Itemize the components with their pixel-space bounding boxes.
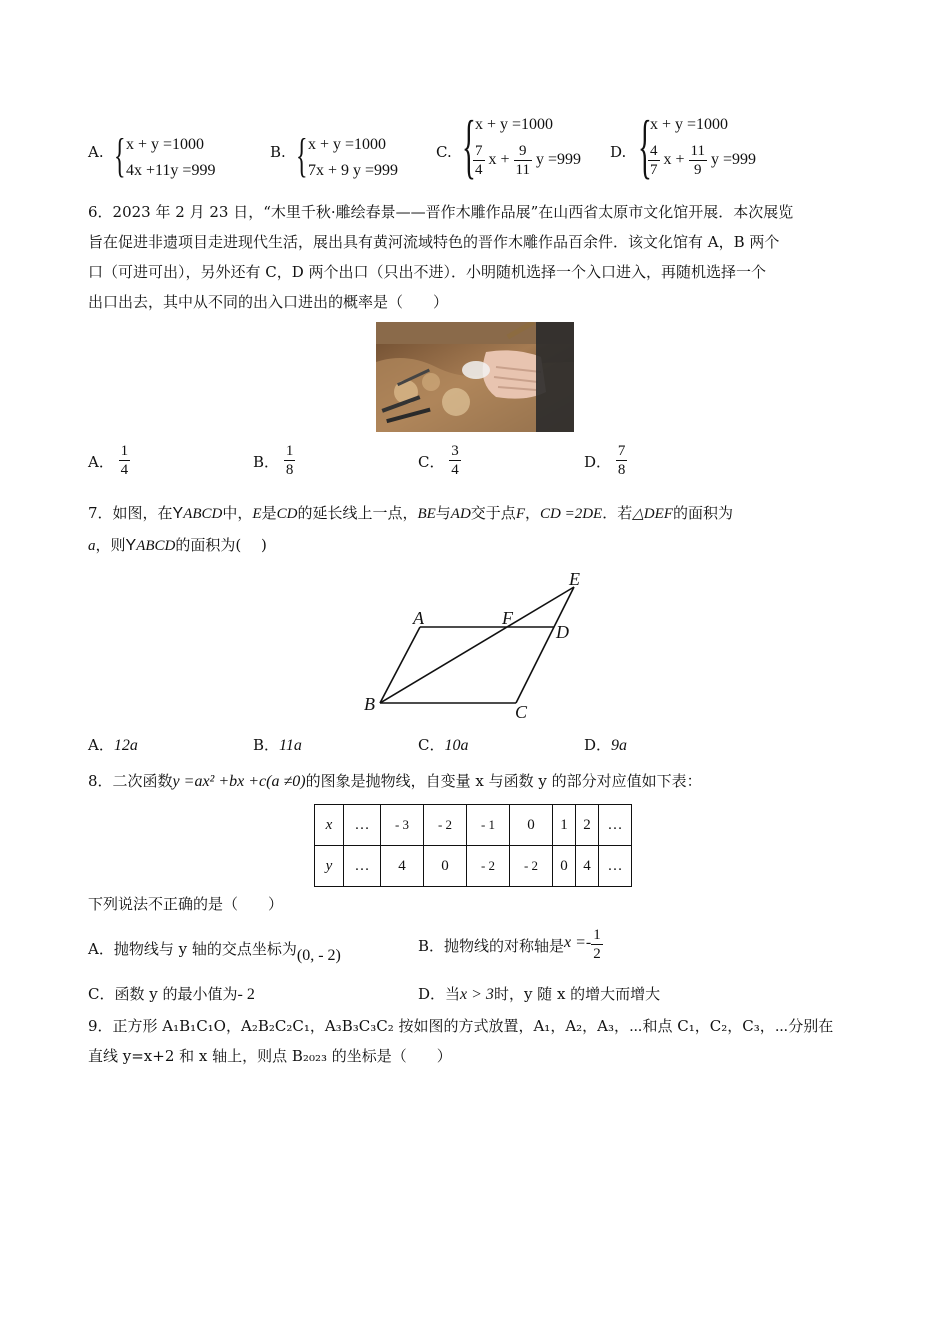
table-cell: … <box>599 805 632 846</box>
q9-line-1: 9．正方形 A₁B₁C₁O，A₂B₂C₂C₁，A₃B₃C₃C₂ 按如图的方式放置，A₁，A₂，A₃，⋯和点 C₁，C₂，C₃，⋯分别在 <box>88 1017 834 1035</box>
fraction: $\frac{3}{4}$ <box>451 443 459 478</box>
q6-option-a[interactable] <box>88 442 130 479</box>
option-letter: A. <box>88 143 104 161</box>
q8-prompt: 下列说法不正确的是（ ） <box>88 895 284 913</box>
option-value: 12a <box>113 737 138 754</box>
table-cell: - 2 <box>467 846 510 887</box>
option-value: x > 3 <box>460 986 494 1003</box>
equation-2: 7x + 9 y =999 <box>308 162 399 179</box>
option-value: (0, - 2) <box>296 947 341 964</box>
label-b: B <box>364 694 375 714</box>
table-cell: 1 <box>553 805 576 846</box>
q8-option-c[interactable] <box>88 983 255 1004</box>
option-letter: D. <box>610 143 627 161</box>
table-cell: x <box>315 805 344 846</box>
q8-option-d[interactable] <box>418 983 660 1004</box>
table-cell: - 3 <box>381 805 424 846</box>
left-brace: { <box>462 106 476 186</box>
fraction: $\frac{1}{2}$ <box>593 927 601 962</box>
label-f: F <box>502 608 513 628</box>
table-cell: - 2 <box>424 805 467 846</box>
table-cell: 0 <box>424 846 467 887</box>
table-cell: y <box>315 846 344 887</box>
label-a: A <box>413 608 424 628</box>
table-row-x <box>315 805 632 846</box>
q8-option-b[interactable] <box>418 926 603 963</box>
equation-1: x + y =1000 <box>650 116 729 133</box>
equation-1: x + y =1000 <box>308 136 387 153</box>
q6-line-1: 6．2023 年 2 月 23 日，“木里千秋·雕绘春景——晋作木雕作品展”在山西省太原市文化馆开展．本次展览 <box>88 203 794 221</box>
option-value: - 2 <box>237 986 255 1003</box>
parallelogram-figure <box>360 566 590 722</box>
wood-carving-photo <box>376 322 574 432</box>
option-text: B．抛物线的对称轴是 <box>418 936 565 955</box>
left-brace: { <box>296 129 308 182</box>
value-table <box>314 804 632 887</box>
option-value: 9a <box>611 737 628 754</box>
table-cell: … <box>344 846 381 887</box>
equation-1: x + y =1000 <box>475 116 554 133</box>
q7-line-2: a，则YABCD的面积为( ) <box>88 536 267 554</box>
left-brace: { <box>638 106 652 186</box>
equation-1: x + y =1000 <box>126 136 205 153</box>
option-letter: D． <box>584 736 612 754</box>
q8-stem: 8．二次函数y =ax² +bx +c(a ≠0)的图象是抛物线，自变量 x 与函数 y 的部分对应值如下表： <box>88 772 702 790</box>
option-letter: B. <box>270 143 286 161</box>
option-letter: D． <box>584 452 612 471</box>
table-cell: 2 <box>576 805 599 846</box>
q6-option-d[interactable] <box>584 442 627 479</box>
option-letter: C. <box>436 143 452 161</box>
option-letter: C． <box>418 452 445 471</box>
option-text: 时，y 随 x 的增大而增大 <box>493 985 661 1003</box>
option-text: A．抛物线与 y 轴的交点坐标为 <box>88 940 297 958</box>
equation-2: $\frac{7}{4}$ x + $\frac{9}{11}$ y =999 <box>475 143 582 178</box>
table-cell: … <box>344 805 381 846</box>
option-letter: A． <box>88 736 114 754</box>
table-cell: 4 <box>381 846 424 887</box>
equation-2: 4x +11y =999 <box>126 162 216 179</box>
option-value: x =- <box>564 933 592 951</box>
label-d: D <box>556 622 569 642</box>
fraction: $\frac{1}{8}$ <box>285 443 294 478</box>
q7-option-c[interactable] <box>418 734 468 755</box>
fraction: $\frac{7}{8}$ <box>617 443 626 478</box>
q9-line-2: 直线 y=x+2 和 x 轴上，则点 B₂₀₂₃ 的坐标是（ ） <box>88 1047 452 1065</box>
option-value: 11a <box>279 737 302 754</box>
equation-2: $\frac{4}{7}$ x + $\frac{11}{9}$ y =999 <box>650 143 757 178</box>
q6-line-4: 出口出去，其中从不同的出入口进出的概率是（ ） <box>88 293 449 311</box>
table-cell: - 1 <box>467 805 510 846</box>
fraction: $\frac{1}{4}$ <box>120 443 129 478</box>
table-cell: … <box>599 846 632 887</box>
q6-line-3: 口（可进可出），另外还有 C，D 两个出口（只出不进）．小明随机选择一个入口进入，再随机选择一个 <box>88 263 767 281</box>
q8-option-a[interactable] <box>88 938 341 964</box>
option-letter: B． <box>253 452 280 471</box>
option-value: 10a <box>444 737 469 754</box>
left-brace: { <box>114 129 126 182</box>
table-cell: 4 <box>576 846 599 887</box>
table-row-y <box>315 846 632 887</box>
label-e: E <box>569 569 580 589</box>
option-text: D．当 <box>418 985 461 1003</box>
option-letter: B． <box>253 736 280 754</box>
table-cell: 0 <box>553 846 576 887</box>
table-cell: 0 <box>510 805 553 846</box>
q6-option-c[interactable] <box>418 442 461 479</box>
q7-option-b[interactable] <box>253 734 302 755</box>
q6-line-2: 旨在促进非遗项目走进现代生活，展出具有黄河流域特色的晋作木雕作品百余件．该文化馆有 A，B 两个 <box>88 233 780 251</box>
q7-line-1: 7．如图，在YABCD中，E是CD的延长线上一点，BE与AD交于点F，CD =2DE．若△DEF的面积为 <box>88 504 733 522</box>
option-text: C．函数 y 的最小值为 <box>88 985 238 1003</box>
label-c: C <box>515 702 528 722</box>
q7-option-a[interactable] <box>88 734 138 755</box>
option-letter: A． <box>88 452 114 471</box>
q6-option-b[interactable] <box>253 442 295 479</box>
table-cell: - 2 <box>510 846 553 887</box>
q7-option-d[interactable] <box>584 734 627 755</box>
option-letter: C． <box>418 736 445 754</box>
